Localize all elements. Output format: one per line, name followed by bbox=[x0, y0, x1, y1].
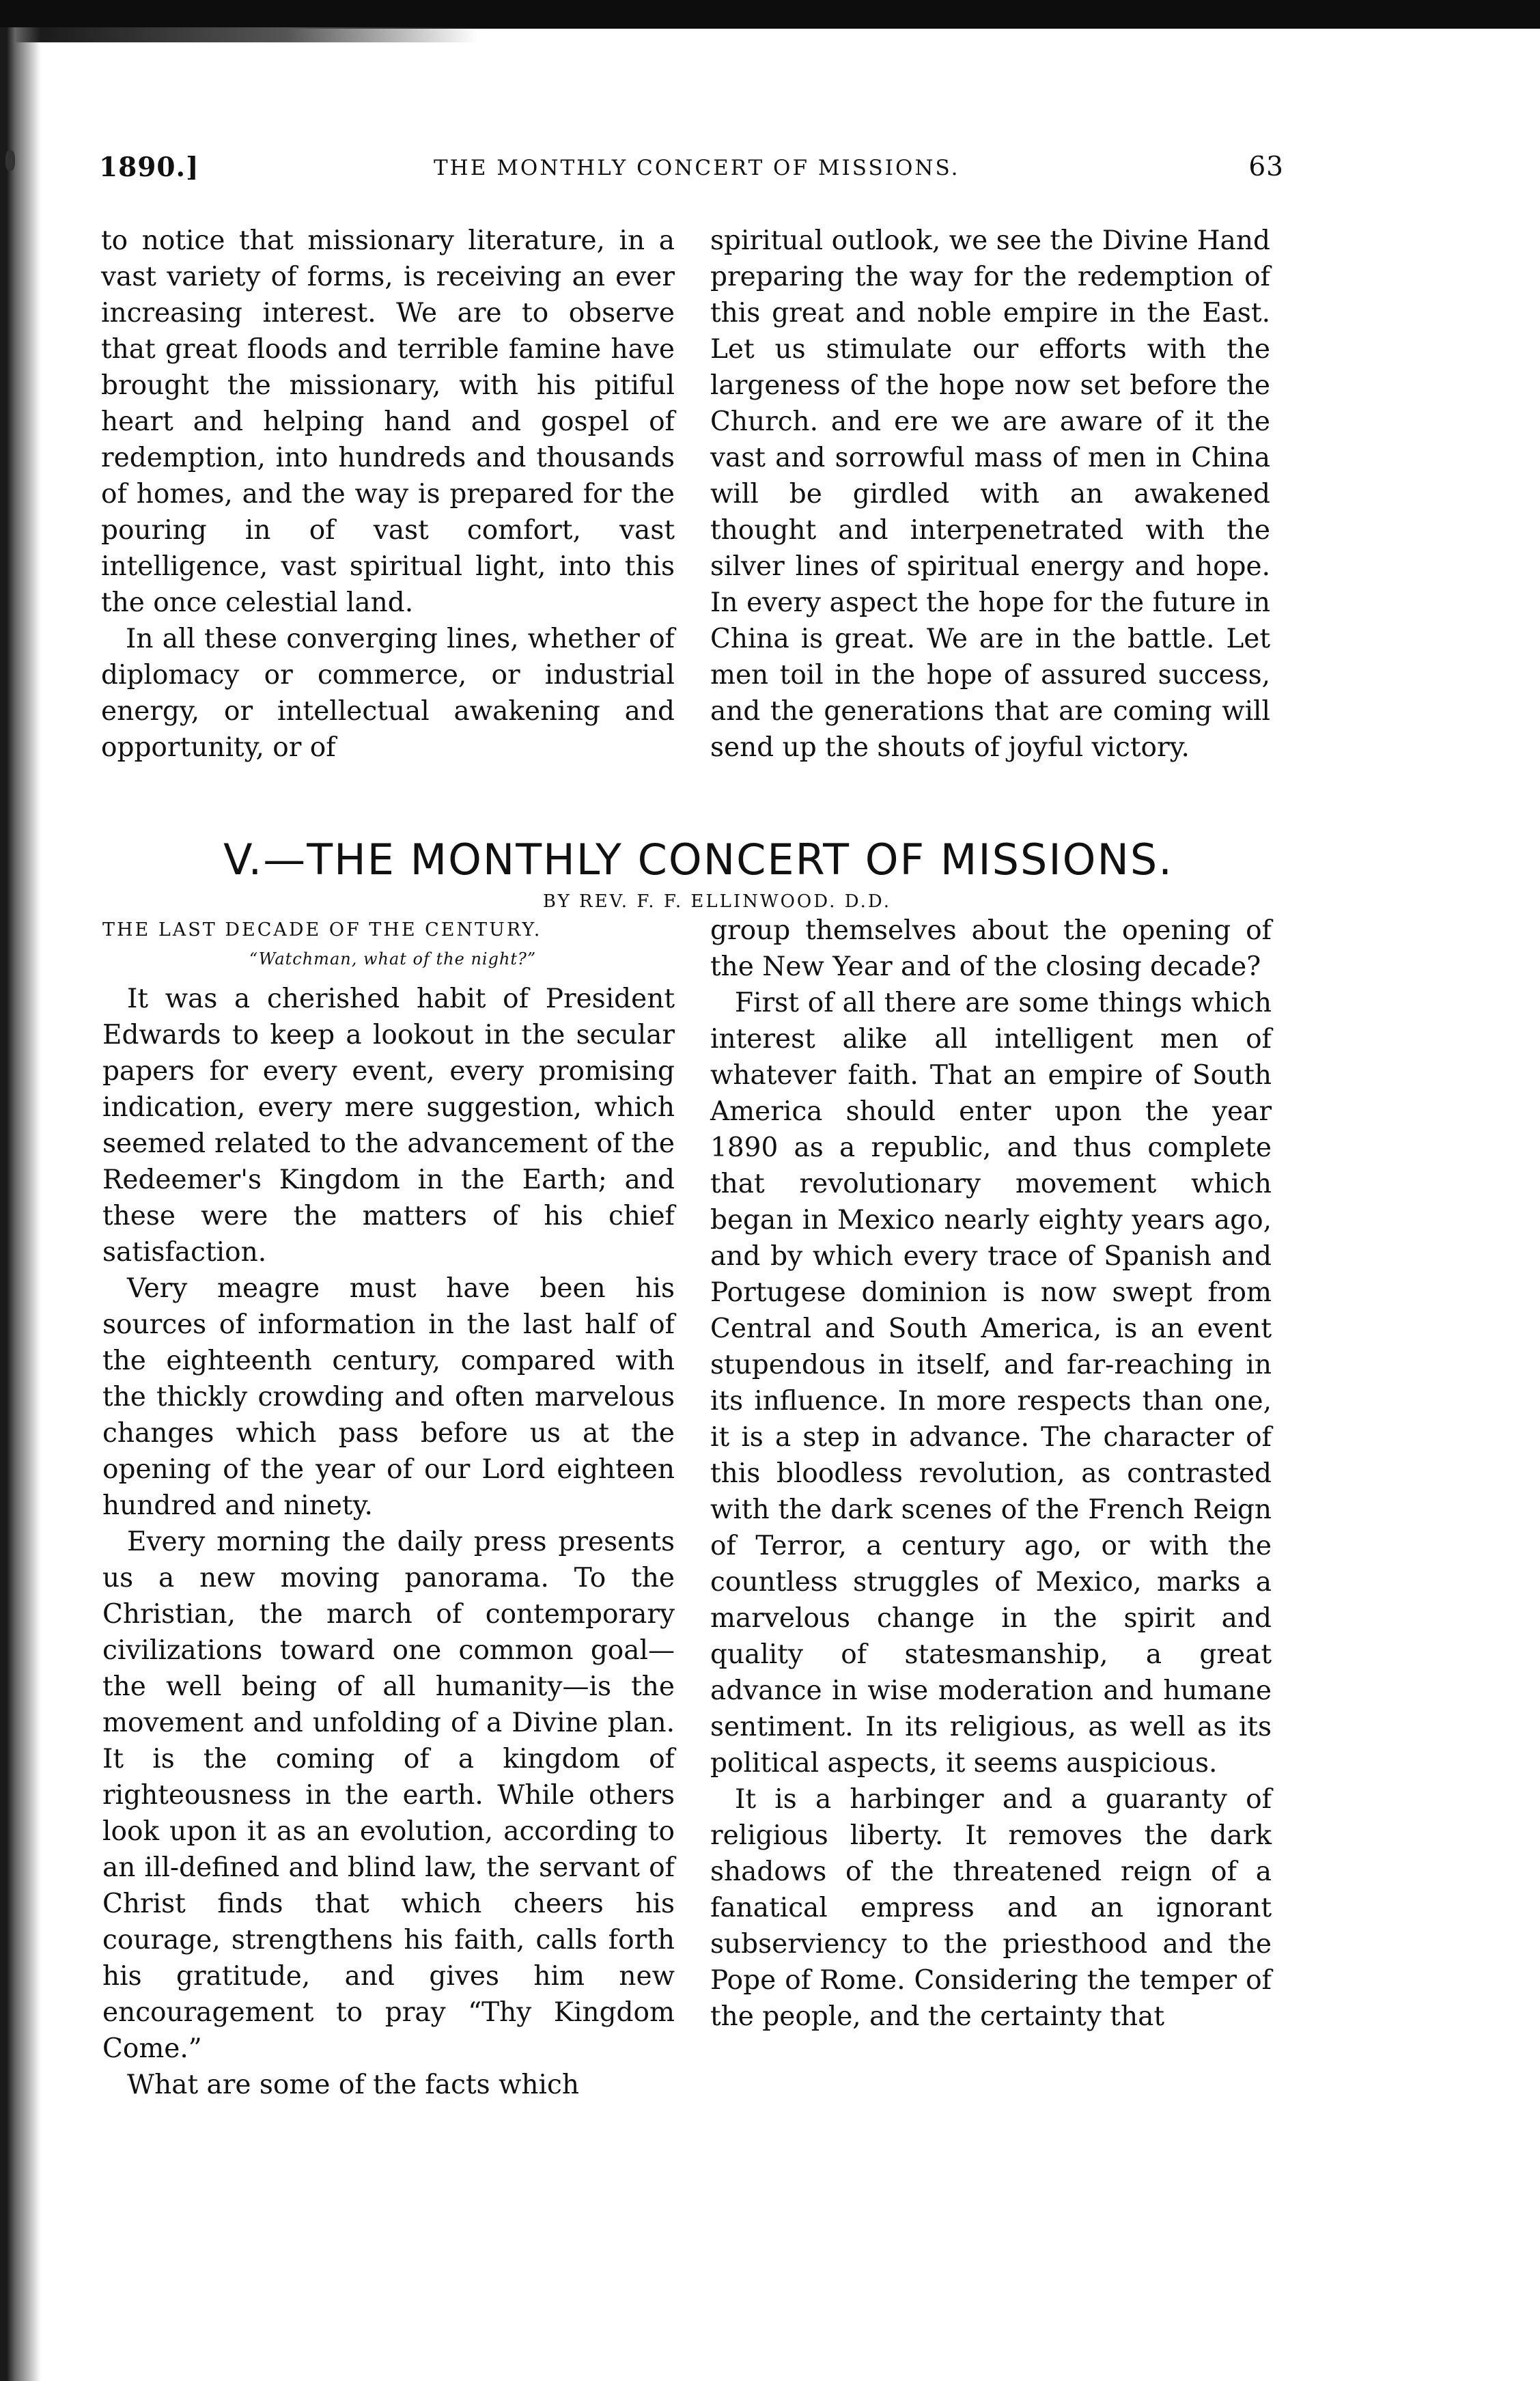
running-head bbox=[99, 152, 1284, 193]
paragraph: It is a harbinger and a guaranty of religious liberty. It removes the dark shadows of the threatened reign of a fanatical empress and an ignorant subserviency to the priesthood and the Pope of Rome. Considering the temper of the people, and the certainty that bbox=[710, 1784, 1272, 2032]
column-right-top bbox=[710, 223, 1270, 790]
running-head-title: THE MONTHLY CONCERT OF MISSIONS. bbox=[434, 156, 960, 180]
paragraph: It was a cherished habit of President Edwards to keep a lookout in the secular papers for every event, every promising indication, every mere suggestion, which seemed related to the advancement of the Redeemer's Kingdom in the Earth; and these were the matters of his chief satisfaction. bbox=[102, 984, 675, 1268]
paragraph: In all these converging lines, whether of diplomacy or commerce, or industrial energy, or intellectual awakening and opportunity, or of bbox=[101, 624, 675, 763]
column-right-bottom bbox=[710, 913, 1272, 2347]
author-byline: BY REV. F. F. ELLINWOOD. D.D. bbox=[542, 891, 892, 912]
scan-top-border-shadow bbox=[0, 27, 478, 42]
paragraph: What are some of the facts which bbox=[127, 2070, 579, 2100]
paragraph: to notice that missionary literature, in a vast variety of forms, is receiving an ever increasing interest. We are to observe that great floods and terrible famine have brought the missionary, with his pitiful heart and helping hand and gospel of redemption, into hundreds and thousands of homes, and the way is prepared for the pouring in of vast comfort, vast intelligence, vast spiritual light, into this the once celestial land. bbox=[101, 225, 675, 618]
running-head-year: 1890.] bbox=[99, 152, 199, 183]
section-title: V.—THE MONTHLY CONCERT OF MISSIONS. bbox=[223, 835, 1173, 885]
paragraph: First of all there are some things which interest alike all intelligent men of whatever faith. That an empire of South America should enter upon the year 1890 as a republic, and thus complete that revolutionary movement which began in Mexico nearly eighty years ago, and by which every trace of Spanish and Portugese dominion is now swept from Central and South America, is an event stupendous in itself, and far-reaching in its influence. In more respects than one, it is a step in advance. The character of this bloodless revolution, as contrasted with the dark scenes of the French Reign of Terror, a century ago, or with the countless struggles of Mexico, marks a marvelous change in the spirit and quality of statesmanship, a great advance in wise moderation and humane sentiment. In its religious, as well as its political aspects, it seems auspicious. bbox=[710, 988, 1272, 1779]
scan-top-border bbox=[0, 0, 1540, 29]
page-number: 63 bbox=[1248, 152, 1284, 182]
article-subhead: THE LAST DECADE OF THE CENTURY. bbox=[102, 919, 542, 941]
paragraph: Every morning the daily press presents us a new moving panorama. To the Christian, the march of contemporary civilizations toward one common goal—the well being of all humanity—is the movement and unfolding of a Divine plan. It is the coming of a kingdom of righteousness in the earth. While others look upon it as an evolution, according to an ill-defined and blind law, the servant of Christ finds that which cheers his courage, strengthens his faith, calls forth his gratitude, and gives him new encouragement to pray “Thy Kingdom Come.” bbox=[102, 1527, 675, 2064]
column-left-bottom bbox=[102, 981, 675, 2347]
paragraph: spiritual outlook, we see the Divine Hand preparing the way for the redemption of this great and noble empire in the East. Let us stimulate our efforts with the largeness of the hope now set before the Church. and ere we are aware of it the vast and sorrowful mass of men in China will be girdled with an awakened thought and interpenetrated with the silver lines of spiritual energy and hope. In every aspect the hope for the future in China is great. We are in the battle. Let men toil in the hope of assured success, and the generations that are coming will send up the shouts of joyful victory. bbox=[710, 225, 1270, 763]
scan-artifact bbox=[5, 150, 15, 171]
paragraph: Very meagre must have been his sources of information in the last half of the eighteenth century, compared with the thickly crowding and often marvelous changes which pass before us at the opening of the year of our Lord eighteen hundred and ninety. bbox=[102, 1273, 675, 1521]
paragraph: group themselves about the opening of the New Year and of the closing decade? bbox=[710, 915, 1272, 982]
epigraph: “Watchman, what of the night?” bbox=[249, 949, 537, 969]
column-left-top bbox=[101, 223, 675, 790]
scan-left-edge bbox=[0, 27, 48, 2381]
